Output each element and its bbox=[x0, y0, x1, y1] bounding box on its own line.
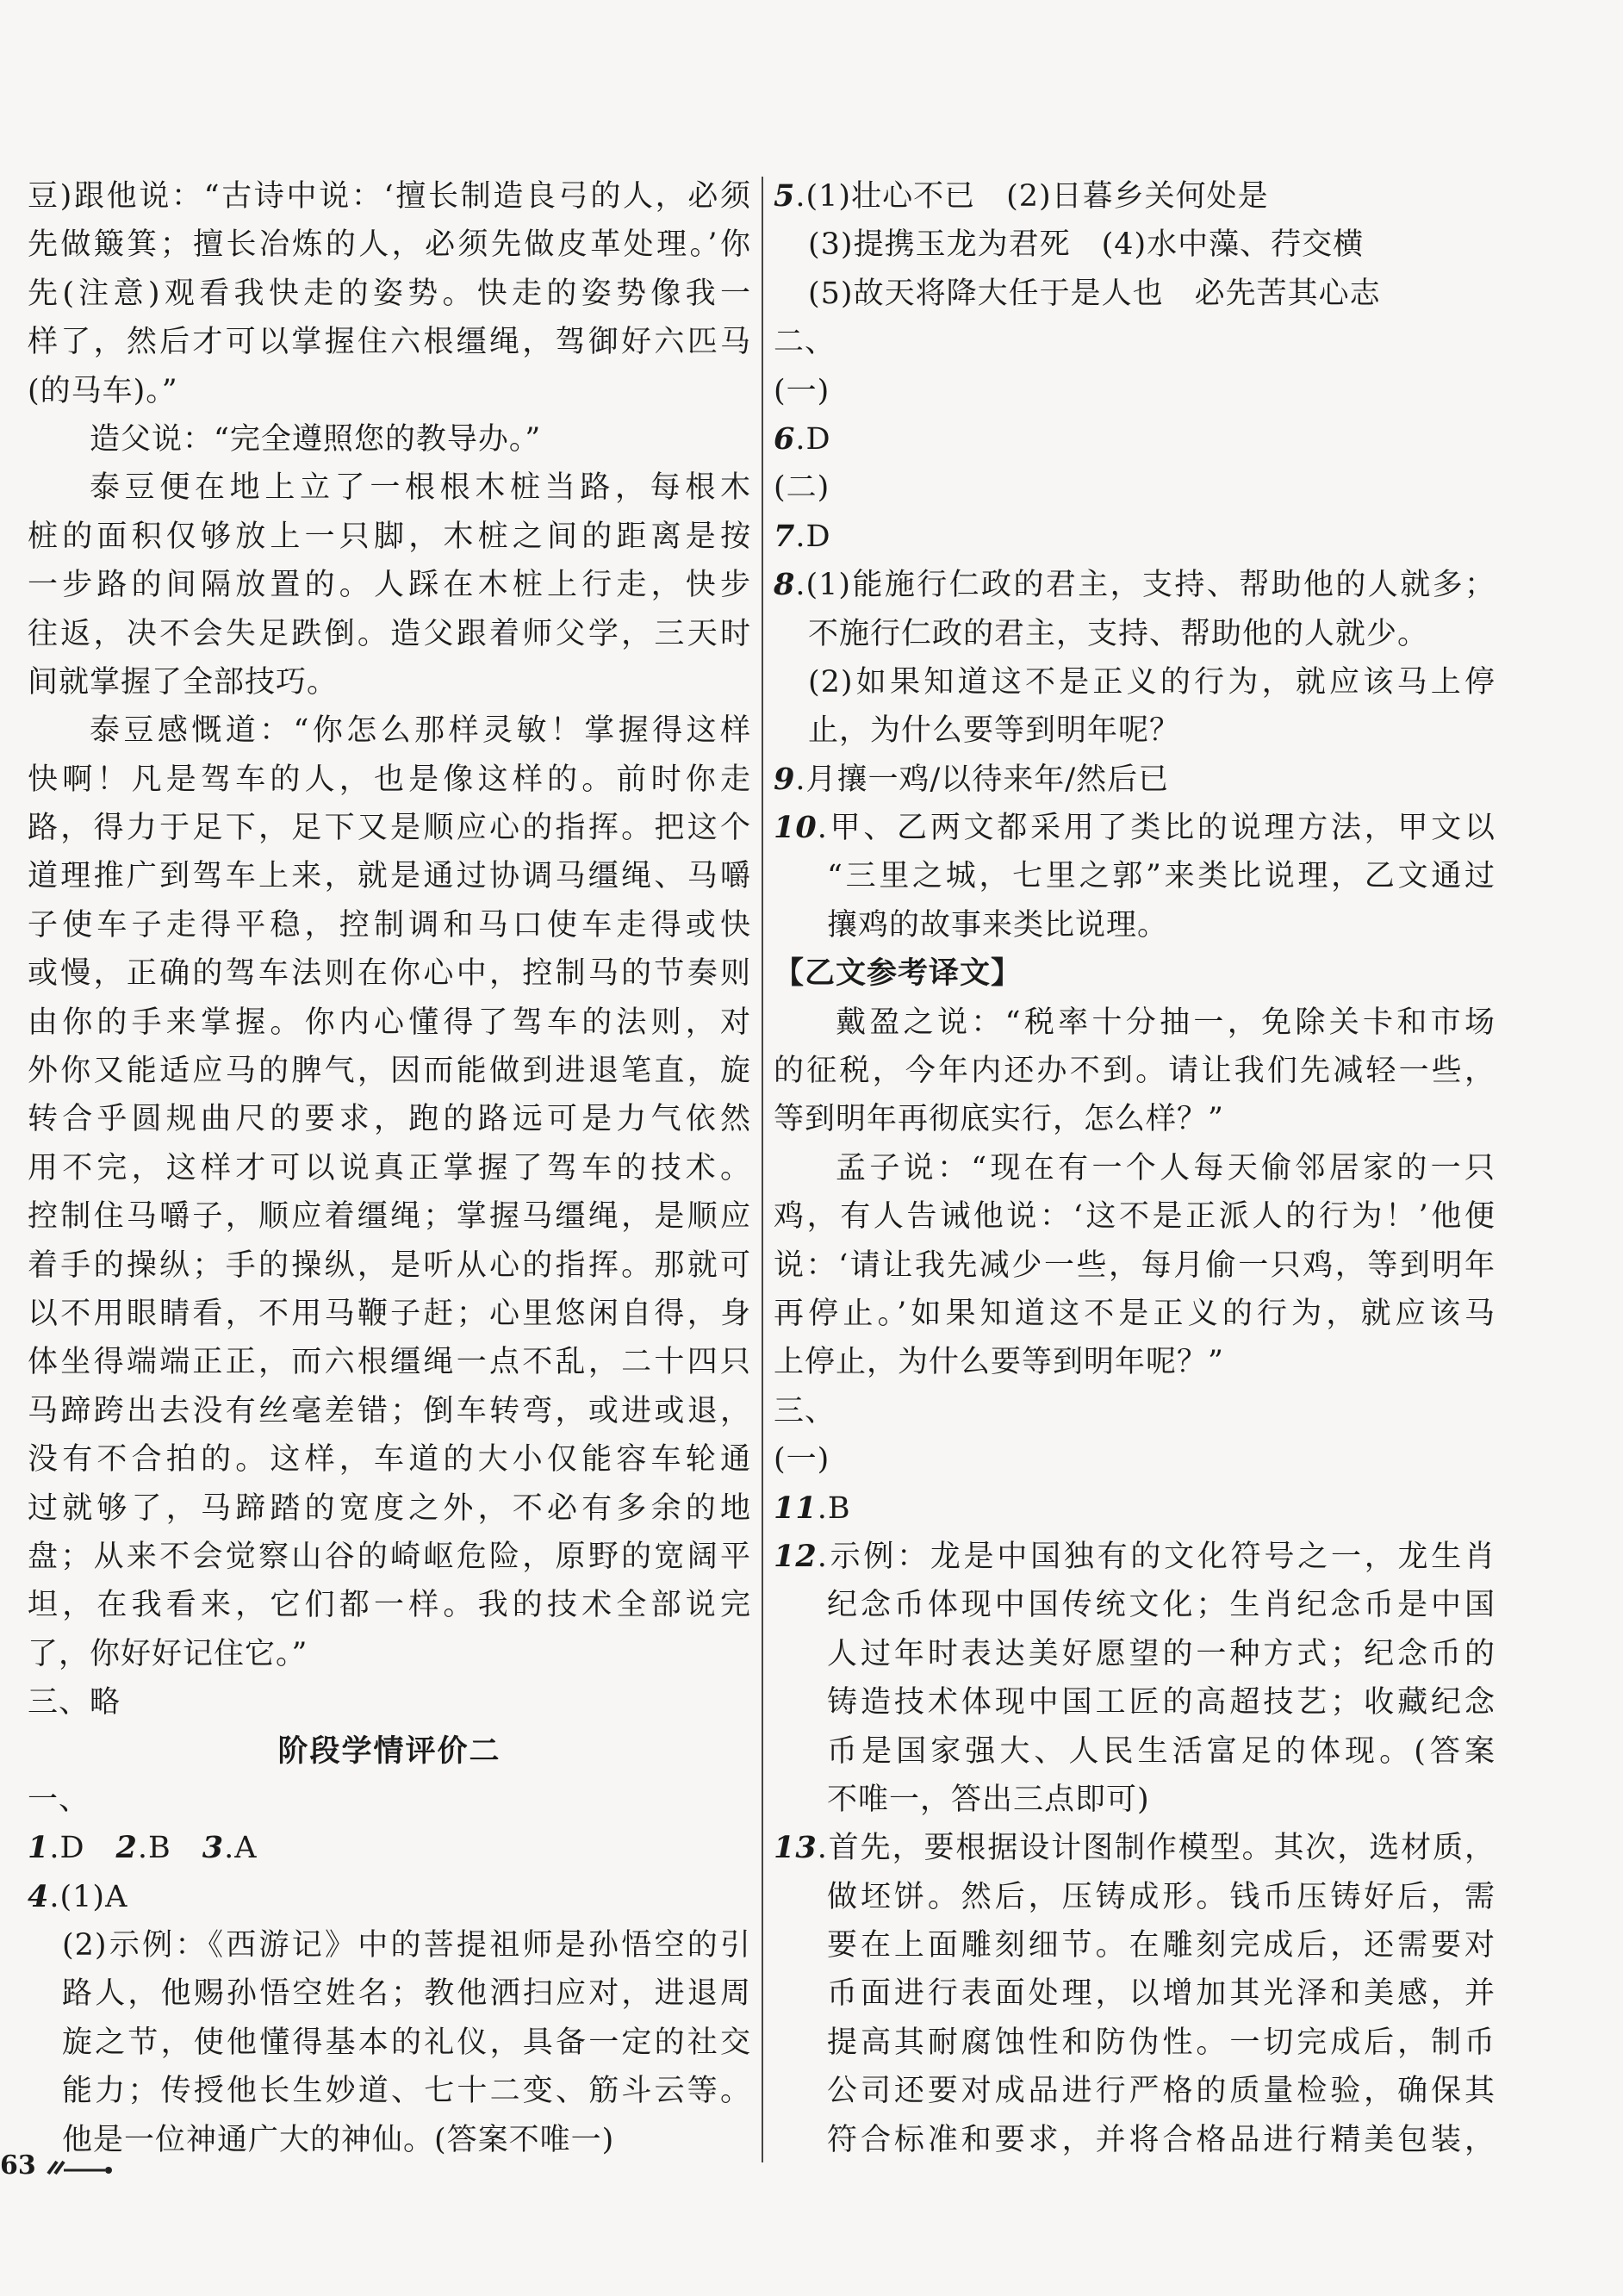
question-number: 9 bbox=[774, 761, 796, 797]
line-text: 攘鸡的故事来类比说理。 bbox=[827, 907, 1169, 943]
question-number: 8 bbox=[774, 567, 796, 603]
line-text: 戴盈之说：“税率十分抽一，免除关卡和市场 bbox=[836, 1005, 1496, 1040]
line-text: 铸造技术体现中国工匠的高超技艺；收藏纪念 bbox=[827, 1685, 1496, 1720]
text-line bbox=[28, 513, 751, 561]
text-line bbox=[774, 1533, 1496, 1581]
line-text: 快啊！凡是驾车的人，也是像这样的。前时你走 bbox=[28, 762, 751, 797]
line-text: 的征税，今年内还办不到。请让我们先减轻一些， bbox=[774, 1054, 1496, 1089]
question-number: 5 bbox=[774, 178, 796, 214]
line-text: 由你的手来掌握。你内心懂得了驾车的法则，对 bbox=[28, 1005, 751, 1040]
text-line bbox=[774, 1969, 1496, 2018]
line-text: 要在上面雕刻细节。在雕刻完成后，还需要对 bbox=[827, 1928, 1496, 1963]
line-text: .(1)A bbox=[49, 1879, 128, 1914]
line-text: 过就够了，马蹄踏的宽度之外，不必有多余的地 bbox=[28, 1490, 751, 1526]
line-text: (的马车)。” bbox=[28, 373, 178, 408]
line-text: 控制住马嚼子，顺应着缰绳；掌握马缰绳，是顺应 bbox=[28, 1199, 751, 1235]
text-line bbox=[28, 901, 751, 949]
line-text: “三里之城，七里之郭”来类比说理，乙文通过 bbox=[827, 859, 1496, 894]
text-line bbox=[774, 415, 1496, 464]
text-line bbox=[774, 1338, 1496, 1386]
line-text: 纪念币体现中国传统文化；生肖纪念币是中国 bbox=[827, 1588, 1496, 1623]
line-text: 再停止。’如果知道这不是正义的行为，就应该马 bbox=[774, 1296, 1496, 1331]
line-text: 或慢，正确的驾车法则在你心中，控制马的节奏则 bbox=[28, 956, 751, 992]
line-text: 上停止，为什么要等到明年呢？” bbox=[774, 1345, 1224, 1380]
line-text: .(1)能施行仁政的君主，支持、帮助他的人就多； bbox=[795, 568, 1496, 603]
line-text: 止，为什么要等到明年呢？ bbox=[808, 713, 1181, 749]
text-line bbox=[28, 804, 751, 852]
text-line bbox=[774, 804, 1496, 852]
text-line bbox=[774, 318, 1496, 366]
line-text: 路人，他赐孙悟空姓名；教他洒扫应对，进退周 bbox=[62, 1976, 751, 2012]
right-column bbox=[774, 172, 1496, 2164]
line-text: 桩的面积仅够放上一只脚，木桩之间的距离是按 bbox=[28, 519, 751, 554]
text-line bbox=[28, 318, 751, 366]
line-text: 造父说：“完全遵照您的教导办。” bbox=[90, 421, 542, 457]
text-line bbox=[28, 1387, 751, 1435]
text-line bbox=[774, 1435, 1496, 1484]
line-text: 着手的操纵；手的操纵，是听从心的指挥。那就可 bbox=[28, 1248, 751, 1283]
line-text: 坦，在我看来，它们都一样。我的技术全部说完 bbox=[28, 1588, 751, 1623]
line-text: 人过年时表达美好愿望的一种方式；纪念币的 bbox=[827, 1636, 1496, 1671]
line-text: .D bbox=[795, 519, 831, 554]
text-line bbox=[28, 658, 751, 706]
text-line bbox=[774, 1776, 1496, 1824]
line-text: 豆)跟他说：“古诗中说：‘擅长制造良弓的人，必须 bbox=[28, 179, 751, 214]
text-line bbox=[774, 756, 1496, 804]
text-line bbox=[28, 1338, 751, 1386]
line-text: 样了，然后才可以掌握住六根缰绳，驾御好六匹马 bbox=[28, 325, 751, 360]
text-line bbox=[774, 1387, 1496, 1435]
text-line bbox=[774, 561, 1496, 609]
text-line bbox=[28, 1095, 751, 1143]
line-text: 盘；从来不会觉察山谷的崎岖危险，原野的宽阔平 bbox=[28, 1539, 751, 1574]
line-text: (一) bbox=[774, 373, 830, 408]
text-line bbox=[28, 999, 751, 1047]
text-line bbox=[28, 270, 751, 318]
text-line bbox=[774, 367, 1496, 415]
question-number: 11 bbox=[774, 1490, 818, 1526]
text-line bbox=[28, 1533, 751, 1581]
line-text: 泰豆感慨道：“你怎么那样灵敏！掌握得这样 bbox=[90, 713, 751, 749]
text-line bbox=[774, 513, 1496, 561]
line-text: 等到明年再彻底实行，怎么样？” bbox=[774, 1102, 1224, 1137]
text-line bbox=[28, 610, 751, 658]
line-text: 转合乎圆规曲尺的要求，跑的路远可是力气依然 bbox=[28, 1102, 751, 1137]
text-line bbox=[28, 1824, 751, 1872]
page-number: 63 bbox=[0, 2150, 36, 2181]
line-text: 提高其耐腐蚀性和防伪性。一切完成后，制币 bbox=[827, 2025, 1496, 2060]
text-line bbox=[28, 1047, 751, 1095]
line-text: 二、 bbox=[774, 325, 836, 360]
line-text: 公司还要对成品进行严格的质量检验，确保其 bbox=[827, 2074, 1496, 2109]
text-line bbox=[774, 1290, 1496, 1338]
text-line bbox=[774, 1824, 1496, 1872]
text-line bbox=[774, 949, 1496, 998]
question-number: 3 bbox=[202, 1830, 225, 1866]
line-text: (3)提携玉龙为君死 (4)水中藻、荇交横 bbox=[808, 227, 1365, 263]
text-line bbox=[28, 1192, 751, 1241]
text-line bbox=[774, 1144, 1496, 1192]
line-text: 不唯一，答出三点即可) bbox=[827, 1782, 1150, 1817]
text-line bbox=[774, 221, 1496, 269]
text-line bbox=[28, 1435, 751, 1484]
text-line bbox=[28, 1144, 751, 1192]
footer-decoration-icon bbox=[45, 2156, 114, 2177]
text-line bbox=[774, 2116, 1496, 2164]
question-number: 4 bbox=[28, 1878, 50, 1914]
line-text: (2)示例：《西游记》中的菩提祖师是孙悟空的引 bbox=[62, 1928, 751, 1963]
line-text: 三、略 bbox=[28, 1685, 121, 1720]
line-text: 一、 bbox=[28, 1782, 90, 1817]
text-line bbox=[774, 1727, 1496, 1776]
line-text: 外你又能适应马的脾气，因而能做到进退笔直，旋 bbox=[28, 1054, 751, 1089]
line-text: 泰豆便在地上立了一根根木桩当路，每根木 bbox=[90, 470, 751, 506]
text-line bbox=[774, 1630, 1496, 1678]
line-text: 马蹄跨出去没有丝毫差错；倒车转弯，或进或退， bbox=[28, 1393, 751, 1428]
text-line bbox=[774, 610, 1496, 658]
line-text: 子使车子走得平稳，控制调和马口使车走得或快 bbox=[28, 907, 751, 943]
text-line bbox=[28, 1290, 751, 1338]
line-text: 【乙文参考译文】 bbox=[774, 955, 1023, 992]
line-text: .首先，要根据设计图制作模型。其次，选材质， bbox=[817, 1831, 1496, 1866]
line-text: .(1)壮心不已 (2)日暮乡关何处是 bbox=[795, 179, 1269, 214]
text-line bbox=[28, 1921, 751, 1969]
line-text: 做坯饼。然后，压铸成形。钱币压铸好后，需 bbox=[827, 1879, 1496, 1914]
line-text: 先(注意)观看我快走的姿势。快走的姿势像我一 bbox=[28, 276, 751, 311]
line-text: .D bbox=[49, 1831, 116, 1866]
text-line bbox=[774, 2067, 1496, 2115]
question-number: 1 bbox=[28, 1830, 50, 1866]
text-line bbox=[28, 1678, 751, 1727]
line-text: (一) bbox=[774, 1442, 830, 1478]
text-line bbox=[28, 1776, 751, 1824]
line-text: .月攘一鸡/以待来年/然后已 bbox=[795, 762, 1170, 797]
text-line bbox=[774, 1678, 1496, 1727]
text-line bbox=[774, 1192, 1496, 1241]
line-text: 符合标准和要求，并将合格品进行精美包装， bbox=[827, 2122, 1496, 2157]
line-text: 体坐得端端正正，而六根缰绳一点不乱，二十四只 bbox=[28, 1345, 751, 1380]
question-number: 2 bbox=[115, 1830, 138, 1866]
line-text: (二) bbox=[774, 470, 830, 506]
text-line bbox=[28, 852, 751, 900]
line-text: (2)如果知道这不是正义的行为，就应该马上停 bbox=[808, 664, 1496, 700]
question-number: 12 bbox=[774, 1538, 818, 1574]
line-text: 鸡，有人告诫他说：‘这不是正派人的行为！’他便 bbox=[774, 1199, 1496, 1235]
line-text: .D bbox=[795, 421, 831, 457]
line-text: 旋之节，使他懂得基本的礼仪，具备一定的社交 bbox=[62, 2025, 751, 2060]
text-line bbox=[774, 1095, 1496, 1143]
text-line bbox=[774, 464, 1496, 512]
text-line bbox=[774, 1241, 1496, 1290]
text-line bbox=[774, 1581, 1496, 1629]
text-line bbox=[28, 464, 751, 512]
line-text: .示例：龙是中国独有的文化符号之一，龙生肖 bbox=[817, 1539, 1496, 1574]
line-text: .甲、乙两文都采用了类比的说理方法，甲文以 bbox=[817, 811, 1496, 846]
text-line bbox=[28, 172, 751, 221]
line-text: 路，得力于足下，足下又是顺应心的指挥。把这个 bbox=[28, 811, 751, 846]
question-number: 13 bbox=[774, 1830, 818, 1866]
left-column bbox=[28, 172, 751, 2164]
text-line bbox=[28, 561, 751, 609]
line-text: 能力；传授他长生妙道、七十二变、筋斗云等。 bbox=[62, 2074, 751, 2109]
line-text: 道理推广到驾车上来，就是通过协调马缰绳、马嚼 bbox=[28, 859, 751, 894]
text-line bbox=[28, 1241, 751, 1290]
text-line bbox=[28, 2116, 751, 2164]
line-text: .B bbox=[137, 1831, 202, 1866]
page-footer bbox=[0, 2150, 114, 2185]
text-line bbox=[28, 756, 751, 804]
text-line bbox=[774, 172, 1496, 221]
line-text: 一步路的间隔放置的。人踩在木桩上行走，快步 bbox=[28, 568, 751, 603]
line-text: 间就掌握了全部技巧。 bbox=[28, 664, 339, 700]
line-text: 三、 bbox=[774, 1393, 836, 1428]
text-line bbox=[774, 999, 1496, 1047]
text-line bbox=[774, 658, 1496, 706]
line-text: 说：‘请让我先减少一些，每月偷一只鸡，等到明年 bbox=[774, 1248, 1496, 1283]
line-text: 先做簸箕；擅长冶炼的人，必须先做皮革处理。’你 bbox=[28, 227, 751, 263]
text-line bbox=[774, 706, 1496, 755]
line-text: 币面进行表面处理，以增加其光泽和美感，并 bbox=[827, 1976, 1496, 2012]
text-line bbox=[774, 901, 1496, 949]
line-text: 往返，决不会失足跌倒。造父跟着师父学，三天时 bbox=[28, 616, 751, 651]
question-number: 6 bbox=[774, 420, 796, 457]
text-line bbox=[28, 1630, 751, 1678]
text-line bbox=[774, 270, 1496, 318]
text-line bbox=[28, 706, 751, 755]
line-text: .A bbox=[224, 1831, 258, 1866]
text-line bbox=[774, 852, 1496, 900]
text-line bbox=[774, 1047, 1496, 1095]
text-line bbox=[28, 2067, 751, 2115]
text-line bbox=[28, 367, 751, 415]
line-text: 没有不合拍的。这样，车道的大小仅能容车轮通 bbox=[28, 1442, 751, 1478]
text-line bbox=[28, 2019, 751, 2067]
question-number: 10 bbox=[774, 810, 818, 846]
line-text: 孟子说：“现在有一个人每天偷邻居家的一只 bbox=[836, 1150, 1496, 1185]
text-line bbox=[774, 1873, 1496, 1921]
text-line bbox=[774, 1921, 1496, 1969]
text-line bbox=[28, 1484, 751, 1533]
section-heading bbox=[28, 1727, 751, 1776]
column-divider bbox=[762, 177, 763, 2162]
text-line bbox=[28, 1873, 751, 1921]
line-text: 阶段学情评价二 bbox=[277, 1733, 501, 1769]
line-text: 用不完，这样才可以说真正掌握了驾车的技术。 bbox=[28, 1150, 751, 1185]
text-line bbox=[28, 949, 751, 998]
line-text: 币是国家强大、人民生活富足的体现。(答案 bbox=[827, 1733, 1496, 1769]
line-text: .B bbox=[817, 1490, 851, 1526]
line-text: 他是一位神通广大的神仙。(答案不唯一) bbox=[62, 2122, 615, 2157]
line-text: 以不用眼睛看，不用马鞭子赶；心里悠闲自得，身 bbox=[28, 1296, 751, 1331]
text-line bbox=[28, 1969, 751, 2018]
text-line bbox=[28, 221, 751, 269]
line-text: 了，你好好记住它。” bbox=[28, 1636, 308, 1671]
line-text: 不施行仁政的君主，支持、帮助他的人就少。 bbox=[808, 616, 1429, 651]
text-line bbox=[774, 1484, 1496, 1533]
question-number: 7 bbox=[774, 518, 796, 554]
line-text: (5)故天将降大任于是人也 必先苦其心志 bbox=[808, 276, 1381, 311]
text-line bbox=[28, 415, 751, 464]
text-line bbox=[774, 2019, 1496, 2067]
text-line bbox=[28, 1581, 751, 1629]
